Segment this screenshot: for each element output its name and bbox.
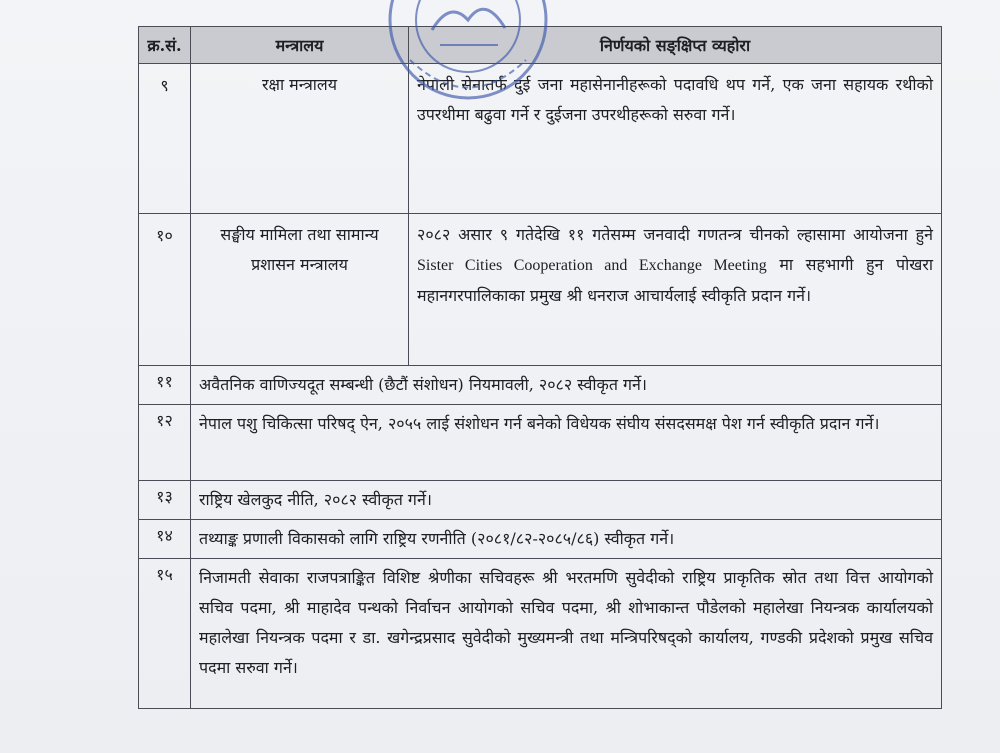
decisions-table [138,26,942,709]
row-number: १२ [139,405,191,481]
row-decision [409,214,942,366]
table-row [139,405,942,481]
table-row [139,214,942,366]
row-decision: राष्ट्रिय खेलकुद नीति, २०८२ स्वीकृत गर्ने। [191,481,942,520]
row-decision: तथ्याङ्क प्रणाली विकासको लागि राष्ट्रिय रणनीति (२०८१/८२-२०८५/८६) स्वीकृत गर्ने। [191,520,942,559]
row-decision: नेपाल पशु चिकित्सा परिषद् ऐन, २०५५ लाई संशोधन गर्न बनेको विधेयक संघीय संसदसमक्ष पेश गर्न स्वीकृति प्रदान गर्ने। [191,405,942,481]
header-ministry: मन्त्रालय [191,27,409,64]
table-row [139,366,942,405]
row-ministry: सङ्घीय मामिला तथा सामान्य प्रशासन मन्त्रालय [191,214,409,366]
row-number: १३ [139,481,191,520]
decision-english-text: Sister Cities Cooperation and Exchange Meeting [417,257,767,274]
decision-text-part: २०८२ असार ९ गतेदेखि ११ गतेसम्म जनवादी गणतन्त्र चीनको ल्हासामा आयोजना हुने [417,225,933,244]
table-header-row [139,27,942,64]
table-row [139,64,942,214]
row-number: १० [139,214,191,366]
row-number: ९ [139,64,191,214]
row-number: ११ [139,366,191,405]
header-serial: क्र.सं. [139,27,191,64]
row-number: १५ [139,559,191,709]
table-row [139,520,942,559]
row-decision: नेपाली सेनातर्फ दुई जना महासेनानीहरूको पदावधि थप गर्ने, एक जना सहायक रथीको उपरथीमा बढुवा गर्ने र दुईजना उपरथीहरूको सरुवा गर्ने। [409,64,942,214]
row-decision: निजामती सेवाका राजपत्राङ्कित विशिष्ट श्रेणीका सचिवहरू श्री भरतमणि सुवेदीको राष्ट्रिय प्राकृतिक स्रोत तथा वित्त आयोगको सचिव पदमा, श्री माहादेव पन्थको निर्वाचन आयोगको सचिव पदमा, श्री शोभाकान्त पौडेलको महालेखा नियन्त्रक कार्यालयको महालेखा नियन्त्रक पदमा र डा. खगेन्द्रप्रसाद सुवेदीको मुख्यमन्त्री तथा मन्त्रिपरिषद्को कार्यालय, गण्डकी प्रदेशको प्रमुख सचिव पदमा सरुवा गर्ने। [191,559,942,709]
table-row [139,481,942,520]
table-row [139,559,942,709]
row-number: १४ [139,520,191,559]
header-decision: निर्णयको सङ्क्षिप्त व्यहोरा [409,27,942,64]
row-decision: अवैतनिक वाणिज्यदूत सम्बन्धी (छैटौं संशोधन) नियमावली, २०८२ स्वीकृत गर्ने। [191,366,942,405]
row-ministry: रक्षा मन्त्रालय [191,64,409,214]
decision-text-part: मा सहभागी हुन पोखरा महानगरपालिकाका प्रमुख श्री धनराज आचार्यलाई स्वीकृति प्रदान गर्ने। [417,255,934,305]
